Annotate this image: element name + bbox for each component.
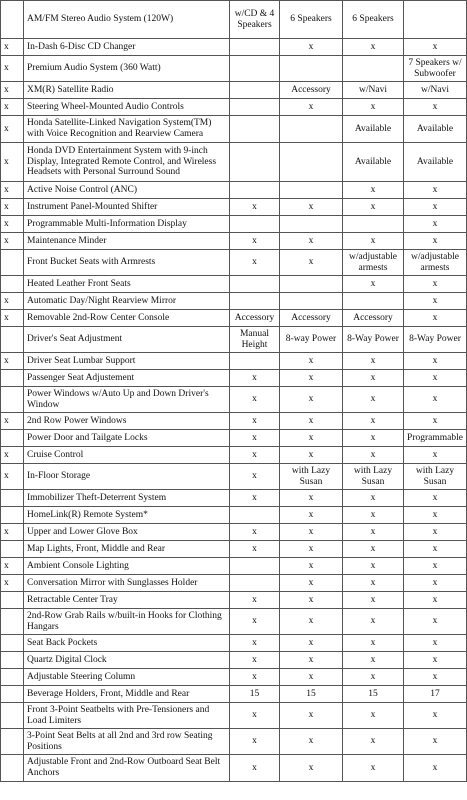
trim-value-4: x (404, 609, 467, 635)
trim-value-4: x (404, 635, 467, 652)
trim-value-1 (230, 143, 280, 182)
trim-value-4: x (404, 507, 467, 524)
trim-value-3: x (343, 575, 404, 592)
trim-value-1: x (230, 199, 280, 216)
row-flag (1, 387, 24, 413)
trim-value-3: x (343, 609, 404, 635)
feature-name: Cruise Control (24, 447, 230, 464)
trim-value-1: x (230, 703, 280, 729)
trim-value-3: x (343, 199, 404, 216)
row-flag: x (1, 310, 24, 327)
trim-value-1 (230, 507, 280, 524)
row-flag (1, 490, 24, 507)
feature-name: Adjustable Steering Column (24, 669, 230, 686)
row-flag (1, 729, 24, 755)
feature-name: Seat Back Pockets (24, 635, 230, 652)
row-flag (1, 609, 24, 635)
row-flag: x (1, 116, 24, 143)
feature-name: Immobilizer Theft-Deterrent System (24, 490, 230, 507)
trim-value-1: Manual Height (230, 327, 280, 353)
trim-value-1: x (230, 652, 280, 669)
trim-value-2: x (280, 387, 343, 413)
trim-value-4: x (404, 293, 467, 310)
feature-name: Steering Wheel-Mounted Audio Controls (24, 99, 230, 116)
trim-value-1 (230, 575, 280, 592)
trim-value-1: x (230, 729, 280, 755)
feature-name: Map Lights, Front, Middle and Rear (24, 541, 230, 558)
table-row (1, 216, 467, 233)
trim-value-1: x (230, 669, 280, 686)
trim-value-2: x (280, 370, 343, 387)
trim-value-1: Accessory (230, 310, 280, 327)
feature-name: Maintenance Minder (24, 233, 230, 250)
trim-value-4: x (404, 276, 467, 293)
row-flag (1, 652, 24, 669)
trim-value-4: Available (404, 143, 467, 182)
trim-value-1 (230, 82, 280, 99)
row-flag (1, 430, 24, 447)
row-flag: x (1, 524, 24, 541)
trim-value-3: x (343, 182, 404, 199)
table-row (1, 755, 467, 782)
feature-name: AM/FM Stereo Audio System (120W) (24, 1, 230, 39)
trim-value-1: 15 (230, 686, 280, 703)
trim-value-1: x (230, 541, 280, 558)
row-flag: x (1, 182, 24, 199)
trim-value-4: x (404, 216, 467, 233)
feature-name: Upper and Lower Glove Box (24, 524, 230, 541)
features-table-body (1, 1, 467, 782)
trim-value-3: x (343, 755, 404, 782)
trim-value-2: x (280, 755, 343, 782)
trim-value-1 (230, 216, 280, 233)
row-flag: x (1, 233, 24, 250)
feature-name: Driver Seat Lumbar Support (24, 353, 230, 370)
feature-name: Active Noise Control (ANC) (24, 182, 230, 199)
row-flag: x (1, 413, 24, 430)
trim-value-2: x (280, 199, 343, 216)
table-row (1, 592, 467, 609)
trim-value-1: x (230, 370, 280, 387)
feature-name: Programmable Multi-Information Display (24, 216, 230, 233)
trim-value-3: 6 Speakers (343, 1, 404, 39)
row-flag: x (1, 293, 24, 310)
feature-name: Heated Leather Front Seats (24, 276, 230, 293)
table-row (1, 143, 467, 182)
feature-name: Honda Satellite-Linked Navigation System(TM) with Voice Recognition and Rearview Camera (24, 116, 230, 143)
trim-value-4: w/Navi (404, 82, 467, 99)
row-flag (1, 686, 24, 703)
feature-name: Front 3-Point Seatbelts with Pre-Tensioners and Load Limiters (24, 703, 230, 729)
table-row (1, 541, 467, 558)
trim-value-4: x (404, 669, 467, 686)
trim-value-2: x (280, 635, 343, 652)
trim-value-2: x (280, 39, 343, 56)
table-row (1, 250, 467, 276)
trim-value-2: Accessory (280, 310, 343, 327)
table-row (1, 703, 467, 729)
table-row (1, 524, 467, 541)
row-flag: x (1, 199, 24, 216)
feature-name: 3-Point Seat Belts at all 2nd and 3rd row Seating Positions (24, 729, 230, 755)
trim-value-3 (343, 293, 404, 310)
row-flag (1, 507, 24, 524)
trim-value-3: x (343, 39, 404, 56)
trim-value-2 (280, 182, 343, 199)
trim-value-3: x (343, 729, 404, 755)
trim-value-4: x (404, 182, 467, 199)
trim-value-4: x (404, 413, 467, 430)
table-row (1, 370, 467, 387)
trim-value-2: x (280, 575, 343, 592)
feature-name: Driver's Seat Adjustment (24, 327, 230, 353)
trim-value-2: with Lazy Susan (280, 464, 343, 490)
row-flag (1, 541, 24, 558)
trim-value-3: x (343, 430, 404, 447)
feature-name: 2nd-Row Grab Rails w/built-in Hooks for Clothing Hangars (24, 609, 230, 635)
trim-value-3: Accessory (343, 310, 404, 327)
table-row (1, 82, 467, 99)
trim-value-4: with Lazy Susan (404, 464, 467, 490)
trim-value-4: x (404, 490, 467, 507)
feature-name: In-Floor Storage (24, 464, 230, 490)
table-row (1, 276, 467, 293)
trim-value-4: x (404, 652, 467, 669)
trim-value-2: x (280, 413, 343, 430)
table-row (1, 430, 467, 447)
row-flag: x (1, 464, 24, 490)
trim-value-4: x (404, 524, 467, 541)
row-flag: x (1, 216, 24, 233)
trim-value-2 (280, 216, 343, 233)
trim-value-3: x (343, 669, 404, 686)
table-row (1, 609, 467, 635)
row-flag: x (1, 39, 24, 56)
trim-value-4 (404, 1, 467, 39)
trim-value-2: 6 Speakers (280, 1, 343, 39)
feature-name: Front Bucket Seats with Armrests (24, 250, 230, 276)
trim-value-2 (280, 276, 343, 293)
trim-value-1: x (230, 609, 280, 635)
trim-value-2: x (280, 233, 343, 250)
trim-value-4: x (404, 387, 467, 413)
trim-value-2 (280, 56, 343, 82)
row-flag (1, 276, 24, 293)
row-flag (1, 1, 24, 39)
trim-value-2: x (280, 524, 343, 541)
table-row (1, 293, 467, 310)
feature-name: XM(R) Satellite Radio (24, 82, 230, 99)
row-flag: x (1, 82, 24, 99)
row-flag (1, 592, 24, 609)
table-row (1, 635, 467, 652)
trim-value-1: w/CD & 4 Speakers (230, 1, 280, 39)
trim-value-1: x (230, 233, 280, 250)
table-row (1, 686, 467, 703)
trim-value-4: x (404, 199, 467, 216)
trim-value-3: x (343, 387, 404, 413)
feature-name: Passenger Seat Adjustement (24, 370, 230, 387)
trim-value-4: x (404, 729, 467, 755)
feature-name: Retractable Center Tray (24, 592, 230, 609)
trim-value-1: x (230, 250, 280, 276)
trim-value-3: x (343, 592, 404, 609)
row-flag: x (1, 143, 24, 182)
row-flag (1, 250, 24, 276)
table-row (1, 558, 467, 575)
trim-value-3: x (343, 276, 404, 293)
trim-value-2: x (280, 507, 343, 524)
feature-name: Power Windows w/Auto Up and Down Driver's Window (24, 387, 230, 413)
trim-value-1 (230, 558, 280, 575)
trim-value-1: x (230, 490, 280, 507)
table-row (1, 233, 467, 250)
trim-value-1 (230, 116, 280, 143)
trim-value-1: x (230, 524, 280, 541)
trim-value-3: x (343, 558, 404, 575)
trim-value-1: x (230, 447, 280, 464)
row-flag (1, 370, 24, 387)
trim-value-3: with Lazy Susan (343, 464, 404, 490)
trim-value-4: x (404, 233, 467, 250)
trim-value-2: Accessory (280, 82, 343, 99)
trim-value-1 (230, 39, 280, 56)
table-row (1, 327, 467, 353)
trim-value-4: x (404, 370, 467, 387)
trim-value-4: x (404, 99, 467, 116)
table-row (1, 56, 467, 82)
trim-value-4: Programmable (404, 430, 467, 447)
trim-value-3: Available (343, 116, 404, 143)
trim-value-2: 8-way Power (280, 327, 343, 353)
trim-value-3: x (343, 233, 404, 250)
trim-value-2: x (280, 541, 343, 558)
trim-value-2 (280, 293, 343, 310)
trim-value-2: x (280, 99, 343, 116)
trim-value-4: x (404, 310, 467, 327)
table-row (1, 447, 467, 464)
trim-value-3: x (343, 490, 404, 507)
trim-value-3: Available (343, 143, 404, 182)
trim-value-3: x (343, 370, 404, 387)
trim-value-4: x (404, 755, 467, 782)
trim-value-3: 15 (343, 686, 404, 703)
trim-value-2: x (280, 729, 343, 755)
trim-value-3: x (343, 413, 404, 430)
trim-value-1 (230, 293, 280, 310)
trim-value-4: w/adjustable armests (404, 250, 467, 276)
trim-value-1 (230, 182, 280, 199)
trim-value-1: x (230, 464, 280, 490)
row-flag: x (1, 56, 24, 82)
row-flag: x (1, 447, 24, 464)
trim-value-1 (230, 99, 280, 116)
feature-name: Honda DVD Entertainment System with 9-inch Display, Integrated Remote Control, and Wireless Headsets with Personal Surround Sound (24, 143, 230, 182)
trim-value-2: x (280, 609, 343, 635)
table-row (1, 507, 467, 524)
trim-value-4: 7 Speakers w/ Subwoofer (404, 56, 467, 82)
table-row (1, 310, 467, 327)
trim-value-4: x (404, 703, 467, 729)
trim-value-2 (280, 143, 343, 182)
feature-name: Removable 2nd-Row Center Console (24, 310, 230, 327)
trim-value-2: x (280, 430, 343, 447)
feature-name: Instrument Panel-Mounted Shifter (24, 199, 230, 216)
row-flag (1, 703, 24, 729)
trim-value-3: x (343, 447, 404, 464)
table-row (1, 199, 467, 216)
trim-value-3: x (343, 635, 404, 652)
table-row (1, 464, 467, 490)
trim-value-3 (343, 56, 404, 82)
table-row (1, 413, 467, 430)
table-row (1, 490, 467, 507)
trim-value-4: x (404, 447, 467, 464)
row-flag: x (1, 99, 24, 116)
trim-value-3: x (343, 524, 404, 541)
trim-value-3: x (343, 703, 404, 729)
trim-value-1 (230, 353, 280, 370)
trim-value-1 (230, 276, 280, 293)
feature-name: Adjustable Front and 2nd-Row Outboard Seat Belt Anchors (24, 755, 230, 782)
row-flag: x (1, 575, 24, 592)
row-flag (1, 327, 24, 353)
trim-value-1: x (230, 755, 280, 782)
trim-value-1 (230, 56, 280, 82)
table-row (1, 575, 467, 592)
trim-value-3: x (343, 99, 404, 116)
trim-value-3: x (343, 541, 404, 558)
feature-name: Conversation Mirror with Sunglasses Holder (24, 575, 230, 592)
trim-value-4: x (404, 39, 467, 56)
trim-value-2: x (280, 250, 343, 276)
trim-value-2: x (280, 592, 343, 609)
trim-value-1: x (230, 635, 280, 652)
row-flag: x (1, 353, 24, 370)
trim-value-3: x (343, 507, 404, 524)
table-row (1, 387, 467, 413)
trim-value-2: x (280, 447, 343, 464)
trim-value-3 (343, 216, 404, 233)
feature-name: Power Door and Tailgate Locks (24, 430, 230, 447)
trim-value-1: x (230, 592, 280, 609)
trim-value-2: x (280, 703, 343, 729)
trim-value-2 (280, 116, 343, 143)
trim-value-4: Available (404, 116, 467, 143)
table-row (1, 99, 467, 116)
trim-value-4: x (404, 353, 467, 370)
trim-value-4: x (404, 558, 467, 575)
feature-name: In-Dash 6-Disc CD Changer (24, 39, 230, 56)
trim-value-2: x (280, 353, 343, 370)
row-flag (1, 635, 24, 652)
table-row (1, 729, 467, 755)
table-row (1, 669, 467, 686)
trim-value-4: 17 (404, 686, 467, 703)
trim-value-4: x (404, 575, 467, 592)
trim-value-2: x (280, 490, 343, 507)
trim-value-3: 8-Way Power (343, 327, 404, 353)
trim-value-2: x (280, 558, 343, 575)
trim-value-1: x (230, 430, 280, 447)
feature-name: Quartz Digital Clock (24, 652, 230, 669)
trim-value-4: 8-Way Power (404, 327, 467, 353)
trim-value-4: x (404, 541, 467, 558)
feature-name: 2nd Row Power Windows (24, 413, 230, 430)
table-row (1, 39, 467, 56)
table-row (1, 652, 467, 669)
trim-value-4: x (404, 592, 467, 609)
feature-name: Beverage Holders, Front, Middle and Rear (24, 686, 230, 703)
trim-value-3: x (343, 353, 404, 370)
table-row (1, 116, 467, 143)
row-flag: x (1, 558, 24, 575)
trim-value-2: 15 (280, 686, 343, 703)
row-flag (1, 669, 24, 686)
feature-name: HomeLink(R) Remote System* (24, 507, 230, 524)
row-flag (1, 755, 24, 782)
trim-value-1: x (230, 413, 280, 430)
trim-value-2: x (280, 652, 343, 669)
trim-value-3: x (343, 652, 404, 669)
table-row (1, 1, 467, 39)
feature-name: Automatic Day/Night Rearview Mirror (24, 293, 230, 310)
table-row (1, 353, 467, 370)
table-row (1, 182, 467, 199)
trim-value-2: x (280, 669, 343, 686)
feature-name: Ambient Console Lighting (24, 558, 230, 575)
trim-value-3: w/adjustable armests (343, 250, 404, 276)
feature-name: Premium Audio System (360 Watt) (24, 56, 230, 82)
trim-value-3: w/Navi (343, 82, 404, 99)
trim-value-1: x (230, 387, 280, 413)
